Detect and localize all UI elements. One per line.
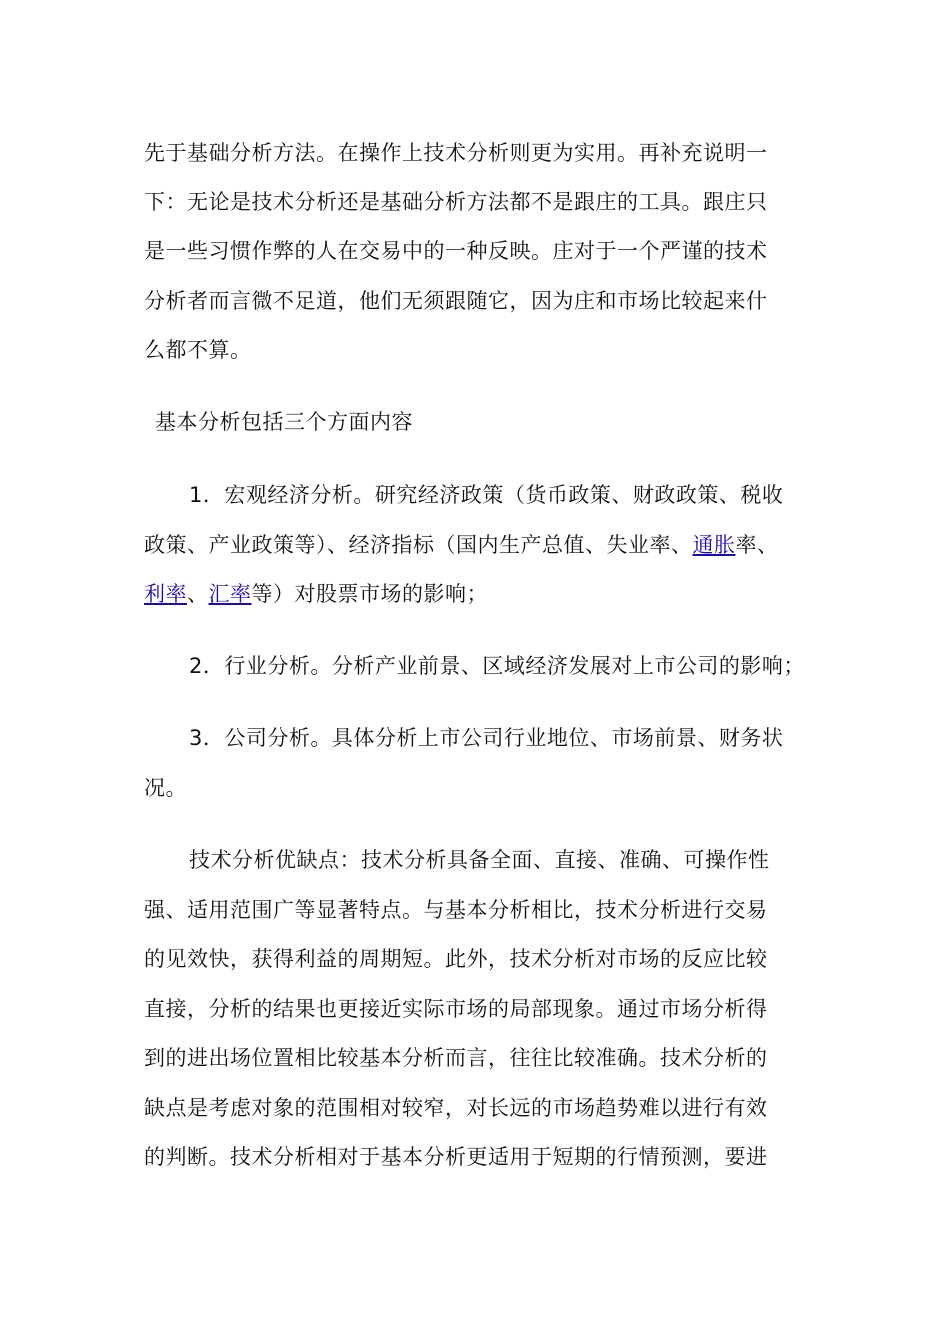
item1-line-2-suffix: 率、 — [735, 533, 779, 557]
item3-line-2: 况。 — [144, 776, 187, 800]
item1-line-3-text: 等）对股票市场的影响； — [251, 582, 488, 606]
intro-line-2: 下：无论是技术分析还是基础分析方法都不是跟庄的工具。跟庄只 — [144, 190, 768, 214]
item1-line-2 — [144, 531, 824, 559]
pros-cons-line-3: 的见效快，获得利益的周期短。此外，技术分析对市场的反应比较 — [144, 947, 768, 971]
pros-cons-line-6: 缺点是考虑对象的范围相对较窄，对长远的市场趋势难以进行有效 — [144, 1096, 768, 1120]
item1-line-2-text: 政策、产业政策等）、经济指标（国内生产总值、失业率、 — [144, 533, 693, 557]
interest-rate-link[interactable]: 利率 — [144, 582, 187, 606]
item1-separator: 、 — [187, 582, 209, 606]
pros-cons-line-7: 的判断。技术分析相对于基本分析更适用于短期的行情预测，要进 — [144, 1145, 768, 1169]
intro-line-4: 分析者而言微不足道，他们无须跟随它，因为庄和市场比较起来什 — [144, 289, 768, 313]
intro-line-5: 么都不算。 — [144, 338, 252, 362]
item1-line-3 — [144, 580, 824, 608]
pros-cons-line-4: 直接，分析的结果也更接近实际市场的局部现象。通过市场分析得 — [144, 997, 768, 1021]
item3-line-1: 3．公司分析。具体分析上市公司行业地位、市场前景、财务状 — [189, 726, 784, 750]
pros-cons-line-2: 强、适用范围广等显著特点。与基本分析相比，技术分析进行交易 — [144, 898, 768, 922]
pros-cons-line-1: 技术分析优缺点：技术分析具备全面、直接、准确、可操作性 — [189, 848, 770, 872]
section-heading: 基本分析包括三个方面内容 — [155, 410, 413, 434]
exchange-rate-link[interactable]: 汇率 — [208, 582, 252, 606]
item1-line-1: 1．宏观经济分析。研究经济政策（货币政策、财政政策、税收 — [189, 483, 784, 507]
inflation-link[interactable]: 通胀 — [692, 533, 736, 557]
pros-cons-line-5: 到的进出场位置相比较基本分析而言，往往比较准确。技术分析的 — [144, 1046, 768, 1070]
intro-line-3: 是一些习惯作弊的人在交易中的一种反映。庄对于一个严谨的技术 — [144, 239, 768, 263]
item2-line-1: 2．行业分析。分析产业前景、区域经济发展对上市公司的影响； — [189, 654, 805, 678]
intro-line-1: 先于基础分析方法。在操作上技术分析则更为实用。再补充说明一 — [144, 141, 768, 165]
